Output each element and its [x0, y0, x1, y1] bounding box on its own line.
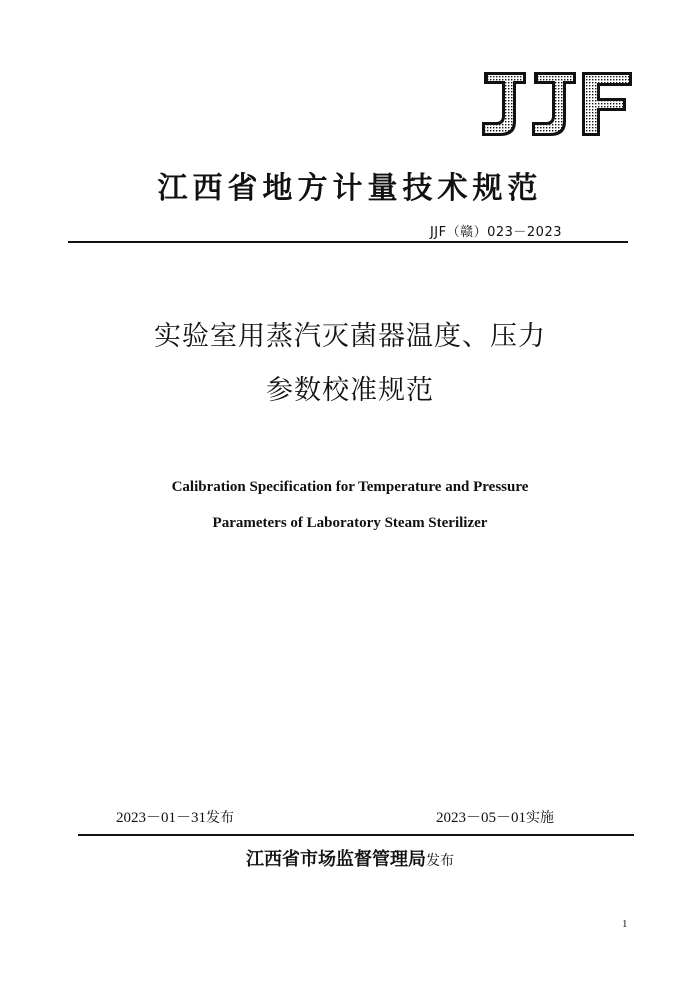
chinese-title-line-1: 实验室用蒸汽灭菌器温度、压力	[154, 321, 546, 352]
issuer-line	[0, 845, 700, 871]
issuer-suffix: 发布	[426, 853, 454, 869]
page-number: 1	[622, 918, 628, 930]
effective-date: 2023－05－01	[436, 810, 527, 826]
standard-number: JJF（赣）023－2023	[429, 225, 562, 240]
issuer-name: 江西省市场监督管理局	[246, 849, 426, 870]
english-title-line-1: Calibration Specification for Temperature and Pressure	[171, 479, 529, 495]
issue-label: 发布	[206, 810, 235, 826]
standard-category-title: 江西省地方计量技术规范	[157, 171, 543, 206]
effective-label: 实施	[526, 810, 555, 826]
chinese-title-line-2: 参数校准规范	[266, 375, 434, 406]
issue-date: 2023－01－31	[116, 810, 207, 826]
header-divider	[68, 241, 628, 243]
footer-divider	[78, 834, 634, 836]
issue-date-line	[116, 806, 234, 827]
english-title-line-2: Parameters of Laboratory Steam Sterilizer	[212, 515, 488, 531]
jjf-logo	[478, 70, 634, 140]
effective-date-line	[436, 806, 554, 827]
